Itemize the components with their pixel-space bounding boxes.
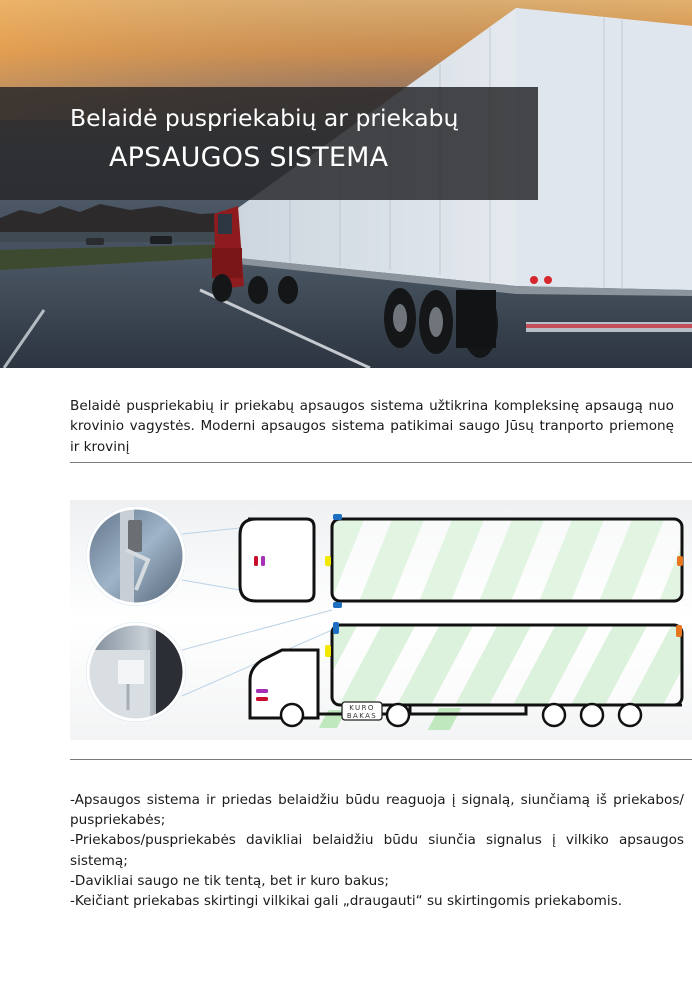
sensor-closeup-photo-2 <box>86 622 186 722</box>
divider-top <box>70 462 692 463</box>
sensor-purple-side <box>256 689 268 693</box>
sensor-yellow-side <box>325 645 331 657</box>
page-title-line2: APSAUGOS SISTEMA <box>109 142 389 173</box>
fuel-tank-label-line1: KURO <box>349 704 375 712</box>
top-view-truck <box>240 510 692 610</box>
sensor-blue-top <box>333 514 342 520</box>
sensor-purple <box>261 556 265 566</box>
sensor-diagram <box>70 500 692 740</box>
page-title-line1: Belaidė puspriekabių ar priekabų <box>70 104 459 132</box>
feature-item: -Priekabos/puspriekabės davikliai belaidžiu būdu siunčia signalus į vilkiko apsaugos sistemą; <box>70 832 684 869</box>
feature-item: -Davikliai saugo ne tik tentą, bet ir kuro bakus; <box>70 872 389 889</box>
sensor-orange <box>677 556 683 566</box>
sensor-closeup-photo-1 <box>86 506 186 606</box>
feature-item: -Apsaugos sistema ir priedas belaidžiu būdu reaguoja į signalą, siunčiamą iš priekabos/ puspriekabės; <box>70 792 684 829</box>
feature-list <box>70 790 684 911</box>
sensor-blue-side <box>333 622 339 634</box>
sensor-red-side <box>256 697 268 701</box>
divider-bottom <box>70 759 692 760</box>
sensor-yellow <box>325 556 331 566</box>
sensor-red <box>254 556 258 566</box>
hero-photo <box>0 0 692 368</box>
intro-paragraph: Belaidė puspriekabių ir priekabų apsaugos sistema užtikrina kompleksinę apsaugą nuo krovinio vagystės. Moderni apsaugos sistema patikimai saugo Jūsų tranporto priemonę ir krovinį <box>70 398 674 455</box>
fuel-tank-label-line2: BAKAS <box>346 712 378 720</box>
feature-item: -Keičiant priekabas skirtingi vilkikai gali „draugauti“ su skirtingomis priekabomis. <box>70 893 623 910</box>
sensor-blue-bottom <box>333 602 342 608</box>
sensor-diagram-drawing <box>70 500 692 740</box>
sensor-orange-side <box>676 625 682 637</box>
